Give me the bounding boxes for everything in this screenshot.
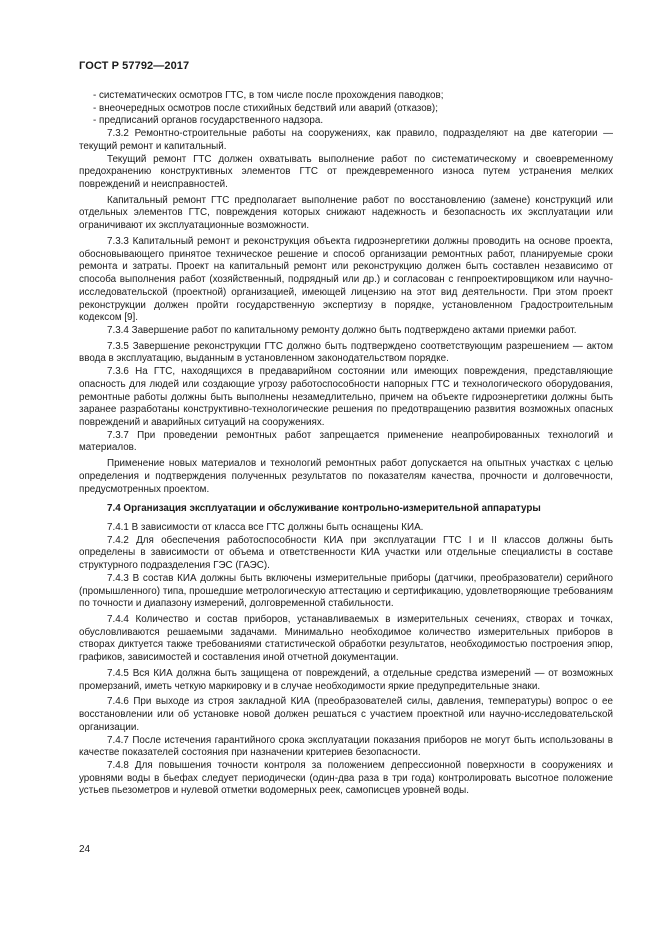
list-item: - предписаний органов государственного надзора. (93, 115, 324, 127)
paragraph-7-3-6: 7.3.6 На ГТС, находящихся в предаварийном состоянии или имеющих повреждения, представляющие опасность для людей или создающие угрозу работоспособности напорных ГТС и технологического оборудования, ремонтные работы должны быть выполнены незамедлительно, причем на объекте гидроэнергетики должны быть заранее разработаны конструктивно-технологические решения по предотвращению развития возможных опасных повреждений и аварийных ситуаций на сооружениях. (79, 366, 613, 428)
paragraph-7-3-2: 7.3.2 Ремонтно-строительные работы на сооружениях, как правило, подразделяют на две категории — текущий ремонт и капитальный. (79, 128, 613, 152)
paragraph-7-4-6: 7.4.6 При выходе из строя закладной КИА (преобразователей силы, давления, температуры) вопрос о ее восстановлении или об установке новой должен решаться с участием проектной или научно-исследовательской организации. (79, 696, 613, 733)
paragraph-capital-repair: Капитальный ремонт ГТС предполагает выполнение работ по восстановлению (замене) конструкций или отдельных элементов ГТС, повреждения которых снижают надежность и безопасность их эксплуатации или ограничивают их эксплуатационные возможности. (79, 194, 613, 232)
paragraph-7-3-7: 7.3.7 При проведении ремонтных работ запрещается применение неапробированных технологий и материалов. (79, 429, 613, 454)
paragraph-new-materials: Применение новых материалов и технологий ремонтных работ допускается на опытных участках с целью определения и подтверждения полученных результатов по показателям качества, прочности и долговечности, предусмотренных проектом. (79, 458, 613, 495)
paragraph-7-4-1: 7.4.1 В зависимости от класса все ГТС должны быть оснащены КИА. (107, 522, 424, 533)
section-heading-7-4: 7.4 Организация эксплуатации и обслуживание контрольно-измерительной аппаратуры (107, 503, 541, 515)
paragraph-7-3-5: 7.3.5 Завершение реконструкции ГТС должно быть подтверждено соответствующим разрешением — актом ввода в эксплуатацию, выданным в установленном законодательством порядке. (79, 340, 613, 365)
standard-header: ГОСТ Р 57792—2017 (79, 60, 190, 72)
paragraph-7-3-4: 7.3.4 Завершение работ по капитальному ремонту должно быть подтверждено актами приемки работ. (107, 324, 577, 336)
paragraph-7-4-7: 7.4.7 После истечения гарантийного срока эксплуатации показания приборов не могут быть использованы в качестве показателей состояния при назначении критериев безопасности. (79, 734, 613, 759)
page-number: 24 (79, 844, 91, 855)
document-body (79, 90, 613, 798)
list-item: - внеочередных осмотров после стихийных бедствий или аварий (отказов); (93, 102, 438, 114)
paragraph-7-4-8: 7.4.8 Для повышения точности контроля за положением депрессионной поверхности в сооружениях и уровнями воды в бьефах следует периодически (один-два раза в три года) контролировать высотное положение устьев пьезометров и нулевой отметки водомерных реек, самописцев уровней воды. (79, 759, 613, 797)
paragraph-7-3-3: 7.3.3 Капитальный ремонт и реконструкция объекта гидроэнергетики должны проводить на основе проекта, обосновывающего принятое техническое решение и способ организации ремонтных работ, планируемые сроки ремонта и затраты. Проект на капитальный ремонт или реконструкцию должен быть составлен независимо от способа выполнения работ (хозяйственный, подрядный или др.) и согласован с генпроектировщиком или научно-исследовательской (проектной) организацией, имеющей лицензию на этот вид деятельности. При этом проект реконструкции должен пройти государственную экспертизу в порядке, установленном Градостроительным кодексом [9]. (79, 235, 613, 324)
paragraph-current-repair: Текущий ремонт ГТС должен охватывать выполнение работ по систематическому и своевременному предохранению конструктивных элементов ГТС от преждевременного износа путем устранения мелких повреждений и неисправностей. (79, 153, 613, 191)
list-item: - систематических осмотров ГТС, в том числе после прохождения паводков; (93, 90, 444, 101)
paragraph-7-4-4: 7.4.4 Количество и состав приборов, устанавливаемых в измерительных сечениях, створах и точках, обусловливаются решаемыми задачами. Минимально необходимое количество измерительных приборов в створах диктуется также требованиями статистической обработки результатов, необходимостью построения эпюр, графиков, зависимостей и составления иной отчетной документации. (79, 614, 613, 664)
paragraph-7-4-3: 7.4.3 В состав КИА должны быть включены измерительные приборы (датчики, преобразователи) серийного (промышленного) типа, прошедшие метрологическую аттестацию и сертификацию, удовлетворяющие требованиям по точности и диапазону измерений, долговременной стабильности. (79, 572, 613, 610)
paragraph-7-4-2: 7.4.2 Для обеспечения работоспособности КИА при эксплуатации ГТС I и II классов должны быть определены в зависимости от объема и ответственности КИА участки или отдельные специалисты в составе структурного подразделения ГЭС (ГАЭС). (79, 534, 613, 572)
paragraph-7-4-5: 7.4.5 Вся КИА должна быть защищена от повреждений, а отдельные средства измерений — от возможных промерзаний, иметь четкую маркировку и в случае необходимости яркие предупредительные знаки. (79, 667, 613, 692)
